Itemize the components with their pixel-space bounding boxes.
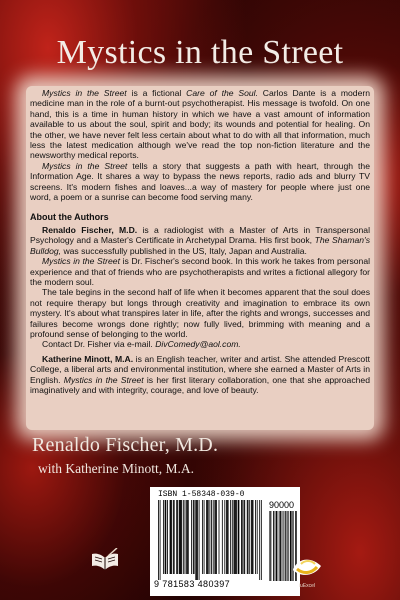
description-text: is a fictional — [126, 88, 187, 98]
description-text: tells a story that suggests a path with heart, through the Information Age. It shares a way to bypass the news reports, radio ads and blurry TV screens. It's modern fishes and loaves...a way of mastery for people where just one word, a poem or a sunrise can become food serving many. — [30, 160, 370, 203]
barcode-bar — [185, 500, 186, 574]
barcode-digits: 9 781583 480397 — [154, 579, 231, 589]
barcode-bar — [285, 511, 286, 581]
barcode-bar — [181, 500, 182, 574]
isbn-number: ISBN 1-58348-039-0 — [158, 490, 245, 499]
barcode-bar — [282, 511, 283, 581]
barcode-bar — [241, 500, 242, 574]
author-name: Renaldo Fischer, M.D. — [42, 224, 138, 235]
price-code: 90000 — [269, 500, 295, 510]
barcode-bar — [252, 500, 253, 574]
barcode-bar — [170, 500, 171, 574]
barcode-bar — [286, 511, 287, 581]
barcode-bar — [287, 511, 288, 581]
title-italic: Mystics in the Street — [42, 256, 120, 267]
coauthor-credit: with Katherine Minott, M.A. — [38, 461, 194, 476]
barcode-bar — [191, 500, 192, 574]
barcode-bar — [213, 500, 214, 574]
barcode-bar — [242, 500, 243, 574]
barcode-bar — [251, 500, 252, 574]
barcode-bar — [283, 511, 284, 581]
barcode-bar — [180, 500, 181, 574]
barcode-bar — [261, 500, 262, 580]
barcode-bar — [177, 500, 178, 574]
barcode-bar — [249, 500, 250, 574]
barcode-bar — [253, 500, 254, 574]
barcode-bar — [238, 500, 239, 574]
title-italic: Mystics in the Street — [63, 374, 144, 385]
barcode-bar — [280, 511, 281, 581]
barcode-bar — [204, 500, 205, 574]
isbn-barcode — [150, 487, 300, 596]
barcode-bar — [215, 500, 216, 574]
barcode-bar — [173, 500, 174, 574]
barcode-bar — [163, 500, 164, 574]
barcode-bar — [176, 500, 177, 574]
bio-text: is her first literary collaboration, one that she approached imaginatively and with integrity, courage, and love of beauty. — [30, 374, 370, 395]
barcode-bar — [235, 500, 236, 574]
barcode-bar — [279, 511, 280, 581]
bio-text: is an English teacher, writer and artist. She attended Prescott College, a liberal arts and environmental institution, where she earned a Master of Arts in English. — [30, 353, 370, 385]
barcode-bar — [179, 500, 180, 574]
barcode-bar — [196, 500, 197, 580]
publisher-lotus-logo-lettering: iuExcel — [298, 583, 316, 589]
barcode-bar — [227, 500, 228, 574]
barcode-bar — [274, 511, 275, 581]
barcode-bar — [180, 500, 181, 574]
ean-barcode-bars — [158, 500, 263, 580]
barcode-bar — [271, 511, 272, 581]
barcode-bar — [247, 500, 248, 574]
barcode-bar — [174, 500, 175, 574]
barcode-bar — [270, 511, 271, 581]
barcode-bar — [276, 511, 277, 581]
barcode-bar — [275, 511, 276, 581]
barcode-bar — [187, 500, 188, 574]
barcode-bar — [234, 500, 235, 574]
title-italic: Mystics in the Street — [42, 88, 127, 98]
about-paragraph-2 — [30, 256, 370, 287]
barcode-bar — [239, 500, 240, 574]
description-text: Carlos Dante is a modern medicine man in the role of a burnt-out psychotherapist. His message is twofold. On one hand, this is a time in human history in which we have a vast amount of information available to us about the soul, spirit and body; its wounds and potential for healing. On the other, we have never felt less certain about what to do with all that information, much less the latest medication although we've read the top non-fiction literature and the newsworthy medical reports. — [30, 88, 370, 161]
barcode-bar — [167, 500, 168, 574]
barcode-bar — [197, 500, 198, 580]
author-name-large: Renaldo Fischer, M.D. — [32, 434, 219, 456]
book-title: Mystics in the Street — [56, 34, 344, 71]
barcode-bar — [257, 500, 258, 574]
barcode-bar — [224, 500, 225, 574]
barcode-bar — [206, 500, 207, 574]
barcode-bar — [207, 500, 208, 574]
barcode-bar — [269, 511, 270, 581]
barcode-bar — [160, 500, 161, 580]
barcode-bar — [183, 500, 184, 574]
about-paragraph-1 — [30, 225, 370, 256]
barcode-bar — [277, 511, 278, 581]
contact-line — [30, 339, 370, 349]
about-paragraph-3: The tale begins in the second half of life when it becomes apparent that the soul does not require therapy but longs through creativity and imagination to embrace its own mystery. It's about what transpires later in life, after the rights and wrongs, successes and failures become wrongs done rightly; now fully lived, brimming with meaning and a profound sense of belonging to the world. — [30, 287, 370, 339]
barcode-bar — [232, 500, 233, 574]
barcode-bar — [226, 500, 227, 574]
back-cover-text — [30, 88, 370, 395]
bio-text: is a radiologist with a Master of Arts in Transpersonal Psychology and a Master's Certificate in Archetypal Drama. His first book, — [30, 224, 370, 246]
bio-text: is Dr. Fischer's second book. In this work he takes from personal experience and that of friends who are psychotherapists and writes a fictional allegory for the modern soul. — [30, 256, 371, 287]
contact-email: DivComedy@aol.com. — [155, 339, 241, 350]
barcode-bar — [236, 500, 237, 574]
barcode-bar — [243, 500, 244, 574]
barcode-bar — [281, 511, 282, 581]
barcode-bar — [188, 500, 189, 574]
bio-text: was successfully published in the US, Italy, Japan and Australia. — [61, 245, 307, 256]
about-heading: About the Authors — [30, 212, 109, 223]
barcode-bar — [228, 500, 229, 574]
previous-book-title: The Shaman's Bulldog, — [30, 235, 370, 256]
description-paragraph-2 — [30, 161, 370, 203]
barcode-bar — [186, 500, 187, 574]
barcode-bar — [199, 500, 200, 580]
barcode-bar — [222, 500, 223, 574]
barcode-bar — [278, 511, 279, 581]
barcode-bar — [248, 500, 249, 574]
publisher-lotus-logo-icon — [289, 548, 325, 588]
barcode-bar — [273, 511, 274, 581]
description-paragraph-1 — [30, 88, 370, 161]
barcode-bar — [234, 500, 235, 574]
contact-text: Contact Dr. Fisher via e-mail. — [42, 339, 156, 350]
barcode-bar — [194, 500, 195, 574]
barcode-bar — [158, 500, 159, 580]
barcode-bar — [193, 500, 194, 574]
barcode-bar — [285, 511, 286, 581]
barcode-bar — [202, 500, 203, 574]
barcode-bar — [171, 500, 172, 574]
book-logo-icon — [90, 548, 120, 574]
barcode-bar — [209, 500, 210, 574]
barcode-bar — [219, 500, 220, 574]
title-italic: Mystics in the Street — [42, 160, 128, 171]
reference-title: Care of the Soul. — [186, 88, 258, 98]
barcode-bar — [165, 500, 166, 574]
barcode-bar — [195, 500, 196, 580]
barcode-bar — [216, 500, 217, 574]
author-credits — [32, 434, 218, 477]
barcode-bar — [244, 500, 245, 574]
barcode-bar — [214, 500, 215, 574]
coauthor-name: Katherine Minott, M.A. — [42, 353, 134, 364]
barcode-bar — [255, 500, 256, 574]
barcode-bar — [230, 500, 231, 574]
about-paragraph-4 — [30, 354, 370, 396]
barcode-bar — [165, 500, 166, 574]
barcode-bar — [211, 500, 212, 574]
barcode-bar — [259, 500, 260, 580]
barcode-bar — [208, 500, 209, 574]
barcode-bar — [170, 500, 171, 574]
